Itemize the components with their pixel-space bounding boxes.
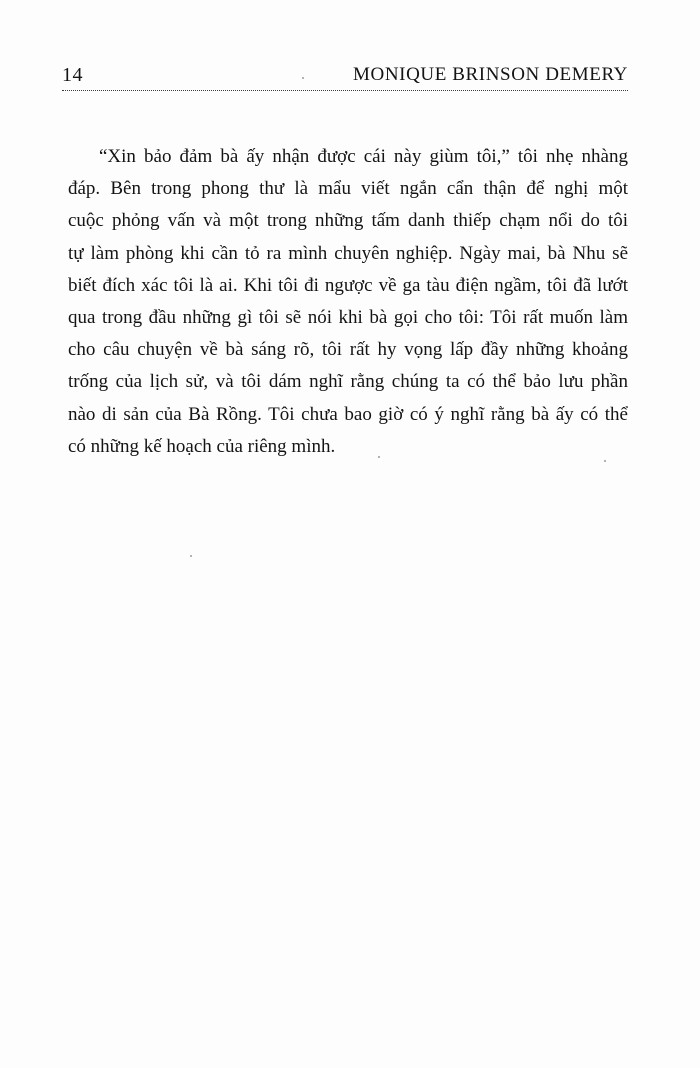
text-line: “Xin bảo đảm bà ấy nhận được cái này giùm tôi,” tôi nhẹ nhàng bbox=[99, 146, 628, 167]
text-line: đáp. Bên trong phong thư là mẩu viết ngắn cẩn thận để nghị một bbox=[68, 178, 628, 200]
page-number: 14 bbox=[62, 64, 83, 86]
text-line: cho câu chuyện về bà sáng rõ, tôi rất hy vọng lấp đầy những khoảng bbox=[68, 339, 628, 361]
scan-speck bbox=[378, 456, 380, 458]
text-line: có những kế hoạch của riêng mình. bbox=[68, 435, 336, 457]
text-line: cuộc phỏng vấn và một trong những tấm danh thiếp chạm nổi do tôi bbox=[68, 210, 628, 232]
text-line: tự làm phòng khi cần tỏ ra mình chuyên nghiệp. Ngày mai, bà Nhu sẽ bbox=[68, 242, 628, 264]
body-paragraph bbox=[68, 141, 628, 463]
scan-speck bbox=[190, 555, 192, 557]
text-line: qua trong đầu những gì tôi sẽ nói khi bà gọi cho tôi: Tôi rất muốn làm bbox=[68, 307, 628, 329]
text-line: biết đích xác tôi là ai. Khi tôi đi ngược về ga tàu điện ngầm, tôi đã lướt bbox=[68, 274, 628, 296]
running-header bbox=[62, 60, 628, 91]
text-line: nào di sản của Bà Rồng. Tôi chưa bao giờ có ý nghĩ rằng bà ấy có thể bbox=[68, 403, 628, 425]
scan-speck bbox=[604, 460, 606, 462]
running-header-author: MONIQUE BRINSON DEMERY bbox=[353, 64, 628, 85]
scan-speck bbox=[302, 77, 304, 79]
text-line: trống của lịch sử, và tôi dám nghĩ rằng chúng ta có thể bảo lưu phần bbox=[68, 371, 628, 393]
